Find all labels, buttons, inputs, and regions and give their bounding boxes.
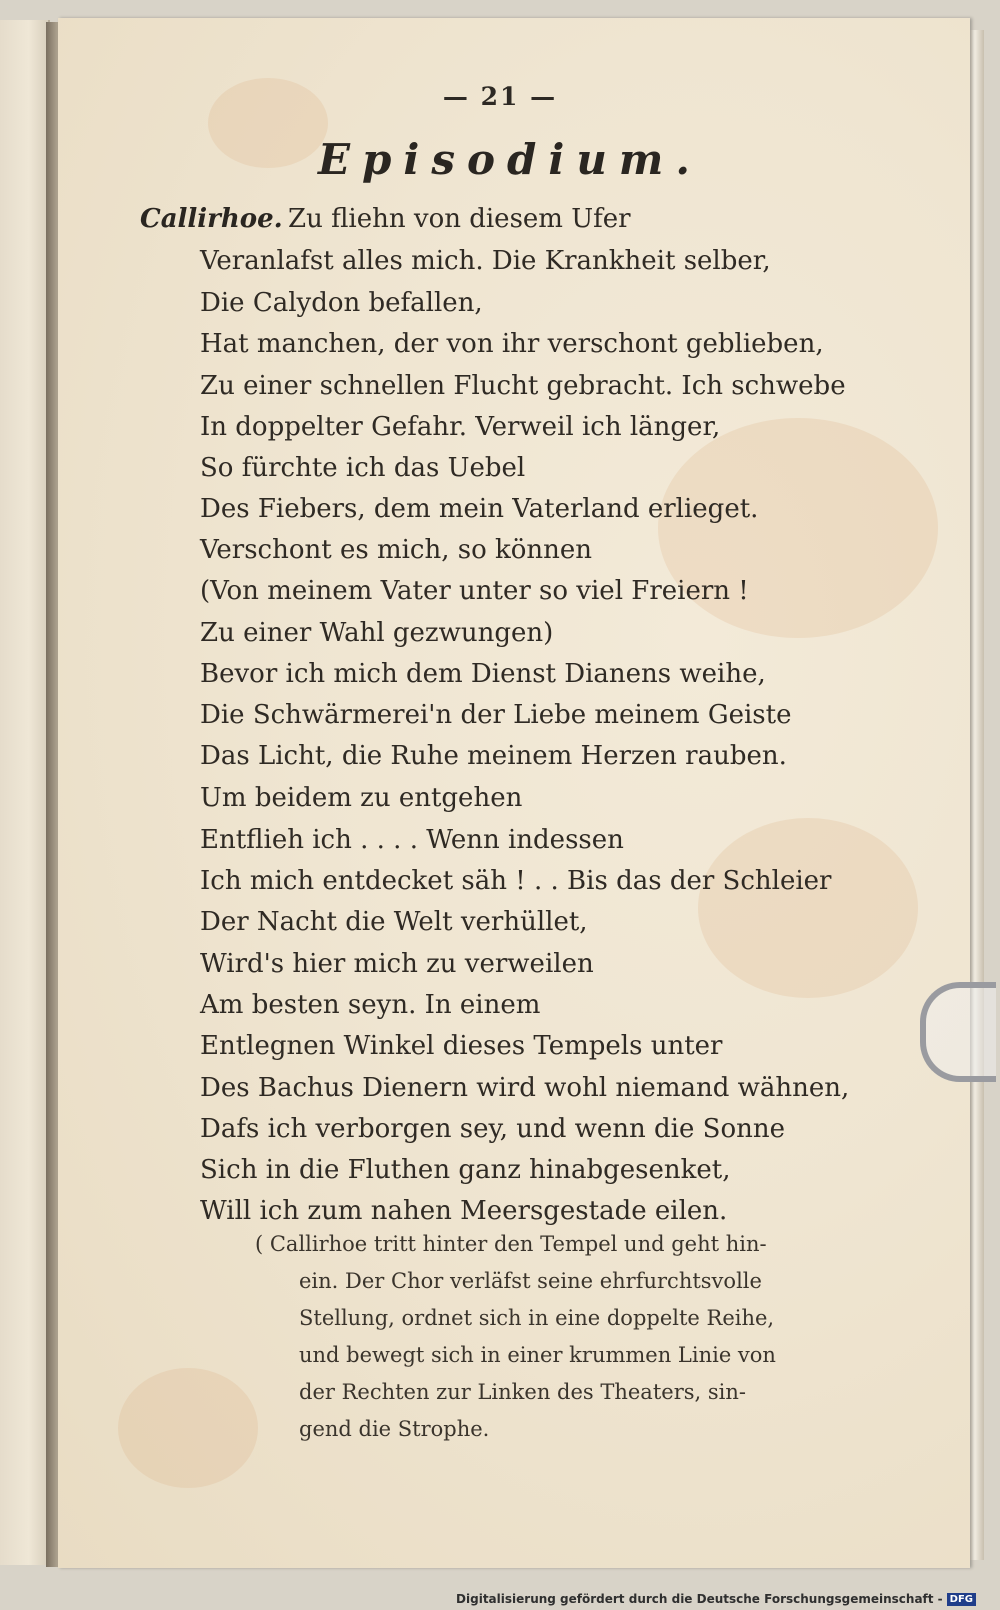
verse-line: Sich in die Fluthen ganz hinabgesenket,: [200, 1155, 731, 1185]
verse-line: Des Bachus Dienern wird wohl niemand wähnen,: [200, 1073, 850, 1103]
stage-direction-line: Stellung, ordnet sich in eine doppelte Reihe,: [299, 1306, 775, 1330]
verse-line: (Von meinem Vater unter so viel Freiern !: [200, 576, 749, 606]
paper-stain: [698, 818, 918, 998]
verse-line: Um beidem zu entgehen: [200, 783, 523, 813]
verse-line: Dafs ich verborgen sey, und wenn die Sonne: [200, 1114, 785, 1144]
verse-line: So fürchte ich das Uebel: [200, 453, 526, 483]
verse-line: Wird's hier mich zu verweilen: [200, 949, 594, 979]
verse-line: Hat manchen, der von ihr verschont geblieben,: [200, 329, 824, 359]
verse-line: Die Schwärmerei'n der Liebe meinem Geiste: [200, 700, 792, 730]
stage-direction-line: und bewegt sich in einer krummen Linie von: [299, 1343, 776, 1367]
verse-line: In doppelter Gefahr. Verweil ich länger,: [200, 412, 721, 442]
page-number-header: — 21 —: [442, 82, 558, 111]
footer-credit-text: Digitalisierung gefördert durch die Deutsche Forschungsgemeinschaft -: [456, 1592, 943, 1606]
verse-line: Entlegnen Winkel dieses Tempels unter: [200, 1031, 723, 1061]
verse-line: Verschont es mich, so können: [200, 535, 593, 565]
verse-line: Will ich zum nahen Meersgestade eilen.: [200, 1196, 728, 1226]
facing-page-edge: [0, 20, 50, 1565]
speaker-name: Callirhoe.: [140, 204, 283, 234]
verse-line: Der Nacht die Welt verhüllet,: [200, 907, 588, 937]
verse-line: Bevor ich mich dem Dienst Dianens weihe,: [200, 659, 766, 689]
stage-direction-line: gend die Strophe.: [299, 1417, 490, 1441]
section-title: Episodium.: [318, 135, 702, 184]
verse-line: Entflieh ich . . . . Wenn indessen: [200, 825, 624, 855]
verse-line: Des Fiebers, dem mein Vaterland erlieget.: [200, 494, 759, 524]
stage-direction-line: der Rechten zur Linken des Theaters, sin-: [299, 1380, 746, 1404]
verse-line: Am besten seyn. In einem: [200, 990, 541, 1020]
verse-line: Ich mich entdecket säh ! . . Bis das der Schleier: [200, 866, 832, 896]
paper-stain: [118, 1368, 258, 1488]
stage-direction-line: ein. Der Chor verläfst seine ehrfurchtsvolle: [299, 1269, 762, 1293]
verse-line: Veranlafst alles mich. Die Krankheit selber,: [200, 246, 771, 276]
verse-line: Das Licht, die Ruhe meinem Herzen rauben.: [200, 741, 787, 771]
verse-line: Zu einer Wahl gezwungen): [200, 618, 554, 648]
verse-line: Die Calydon befallen,: [200, 288, 483, 318]
page-clip: [920, 982, 996, 1082]
verse-line: Zu einer schnellen Flucht gebracht. Ich schwebe: [200, 371, 846, 401]
dfg-logo: DFG: [947, 1593, 976, 1606]
stage-direction-line: ( Callirhoe tritt hinter den Tempel und geht hin-: [255, 1232, 767, 1256]
footer-credit: [456, 1592, 976, 1606]
verse-line: Zu fliehn von diesem Ufer: [288, 204, 631, 234]
